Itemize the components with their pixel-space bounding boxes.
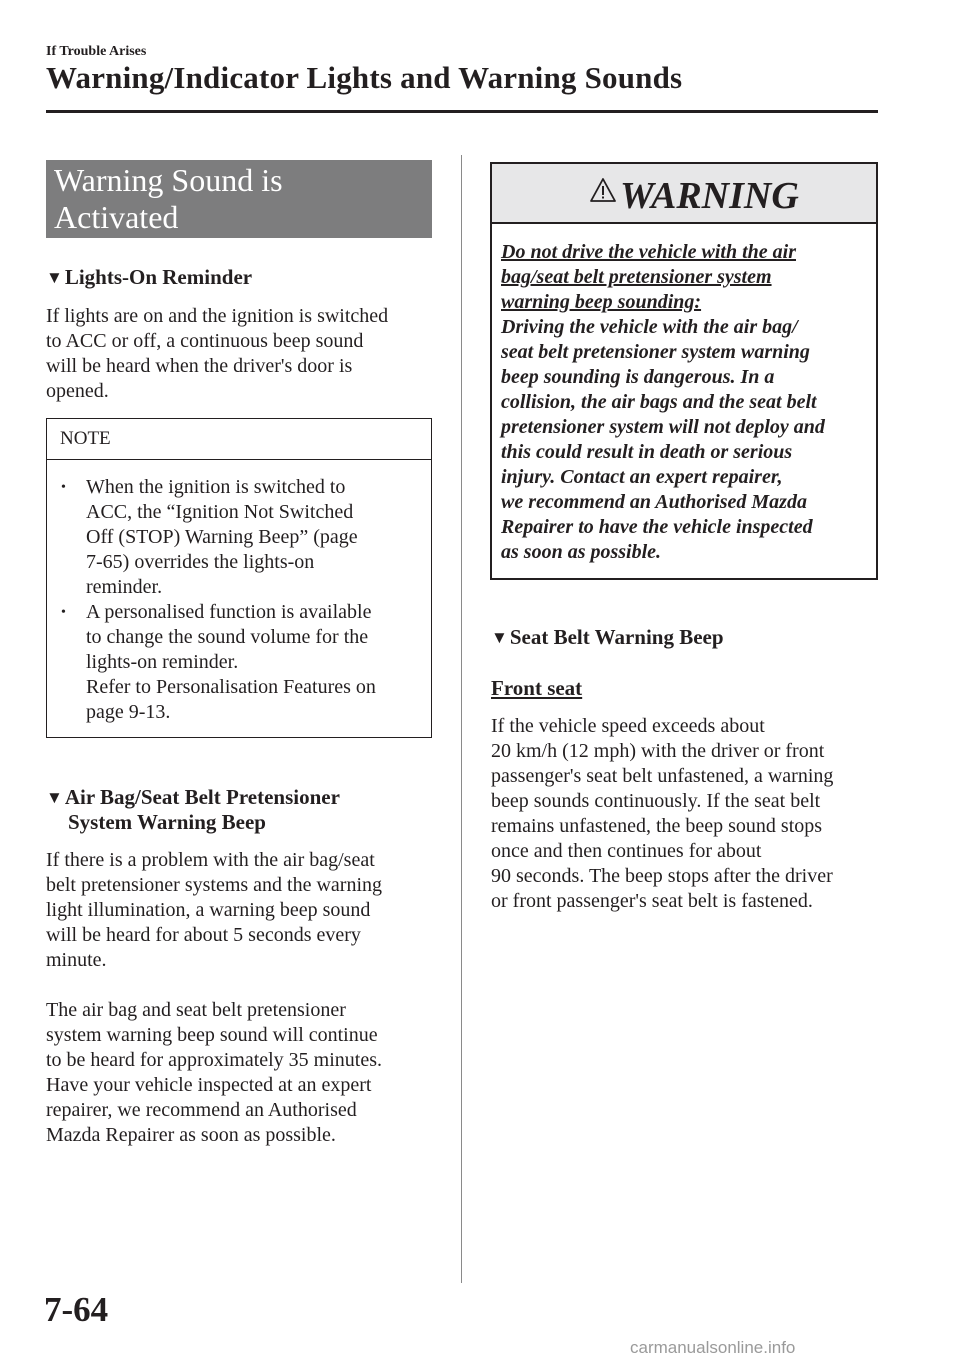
airbag-heading xyxy=(46,784,340,811)
note-item-text: A personalised function is available to change the sound volume for the lights-on reminder. Refer to Personalisation Features on page 9-13. xyxy=(86,601,376,723)
page-number: 7-64 xyxy=(44,1290,109,1329)
bullet-icon: • xyxy=(61,480,66,495)
column-divider xyxy=(461,155,462,1283)
warning-triangle-icon xyxy=(590,178,616,202)
warning-body: Driving the vehicle with the air bag/ seat belt pretensioner system warning beep sounding is dangerous. In a collision, the air bags and the seat belt pretensioner system will not deploy and this could result in death or serious injury. Contact an expert repairer, we recommend an Authorised Mazda Repairer to have the vehicle inspected as soon as possible. xyxy=(501,316,825,563)
seatbelt-heading xyxy=(491,624,724,651)
note-label: NOTE xyxy=(60,428,111,449)
warning-title: Do not drive the vehicle with the air bag/seat belt pretensioner system warning beep sounding: xyxy=(501,241,796,313)
banner-line-1: Warning Sound is xyxy=(54,162,283,198)
warning-box xyxy=(490,162,878,580)
airbag-paragraph-2: The air bag and seat belt pretensioner system warning beep sound will continue to be heard for approximately 35 minutes. Have your vehicle inspected at an expert repairer, we recommend an Authorised Mazda Repairer as soon as possible. xyxy=(46,999,383,1146)
triangle-bullet-icon: ▼ xyxy=(46,268,63,287)
seatbelt-paragraph: If the vehicle speed exceeds about 20 km/h (12 mph) with the driver or front passenger's seat belt unfastened, a warning beep sounds continuously. If the seat belt remains unfastened, the beep sound stops once and then continues for about 90 seconds. The beep stops after the driver or front passenger's seat belt is fastened. xyxy=(491,715,834,912)
note-header xyxy=(47,419,431,460)
section-label: If Trouble Arises xyxy=(46,44,147,59)
lights-on-heading-text: Lights-On Reminder xyxy=(64,265,253,289)
section-banner xyxy=(46,160,432,238)
airbag-heading-line-1: Air Bag/Seat Belt Pretensioner xyxy=(64,785,340,809)
airbag-heading-line-2: System Warning Beep xyxy=(68,810,266,834)
triangle-bullet-icon: ▼ xyxy=(46,788,63,807)
airbag-paragraph-1: If there is a problem with the air bag/seat belt pretensioner systems and the warning light illumination, a warning beep sound will be heard for about 5 seconds every minute. xyxy=(46,849,383,971)
lights-on-heading xyxy=(46,264,252,291)
warning-label: WARNING xyxy=(620,175,799,217)
watermark: carmanualsonline.info xyxy=(630,1338,796,1357)
triangle-bullet-icon: ▼ xyxy=(491,628,508,647)
note-item-text: When the ignition is switched to ACC, the “Ignition Not Switched Off (STOP) Warning Beep” (page 7-65) overrides the lights-on reminder. xyxy=(86,476,358,598)
front-seat-subheading: Front seat xyxy=(491,676,583,700)
header-rule xyxy=(46,110,878,113)
lights-on-paragraph: If lights are on and the ignition is switched to ACC or off, a continuous beep sound will be heard when the driver's door is opened. xyxy=(46,305,389,402)
page-title: Warning/Indicator Lights and Warning Sounds xyxy=(46,60,683,95)
seatbelt-heading-text: Seat Belt Warning Beep xyxy=(509,625,724,649)
banner-line-2: Activated xyxy=(54,199,179,235)
bullet-icon: • xyxy=(61,605,66,620)
warning-header xyxy=(492,164,876,224)
note-box xyxy=(46,418,432,738)
